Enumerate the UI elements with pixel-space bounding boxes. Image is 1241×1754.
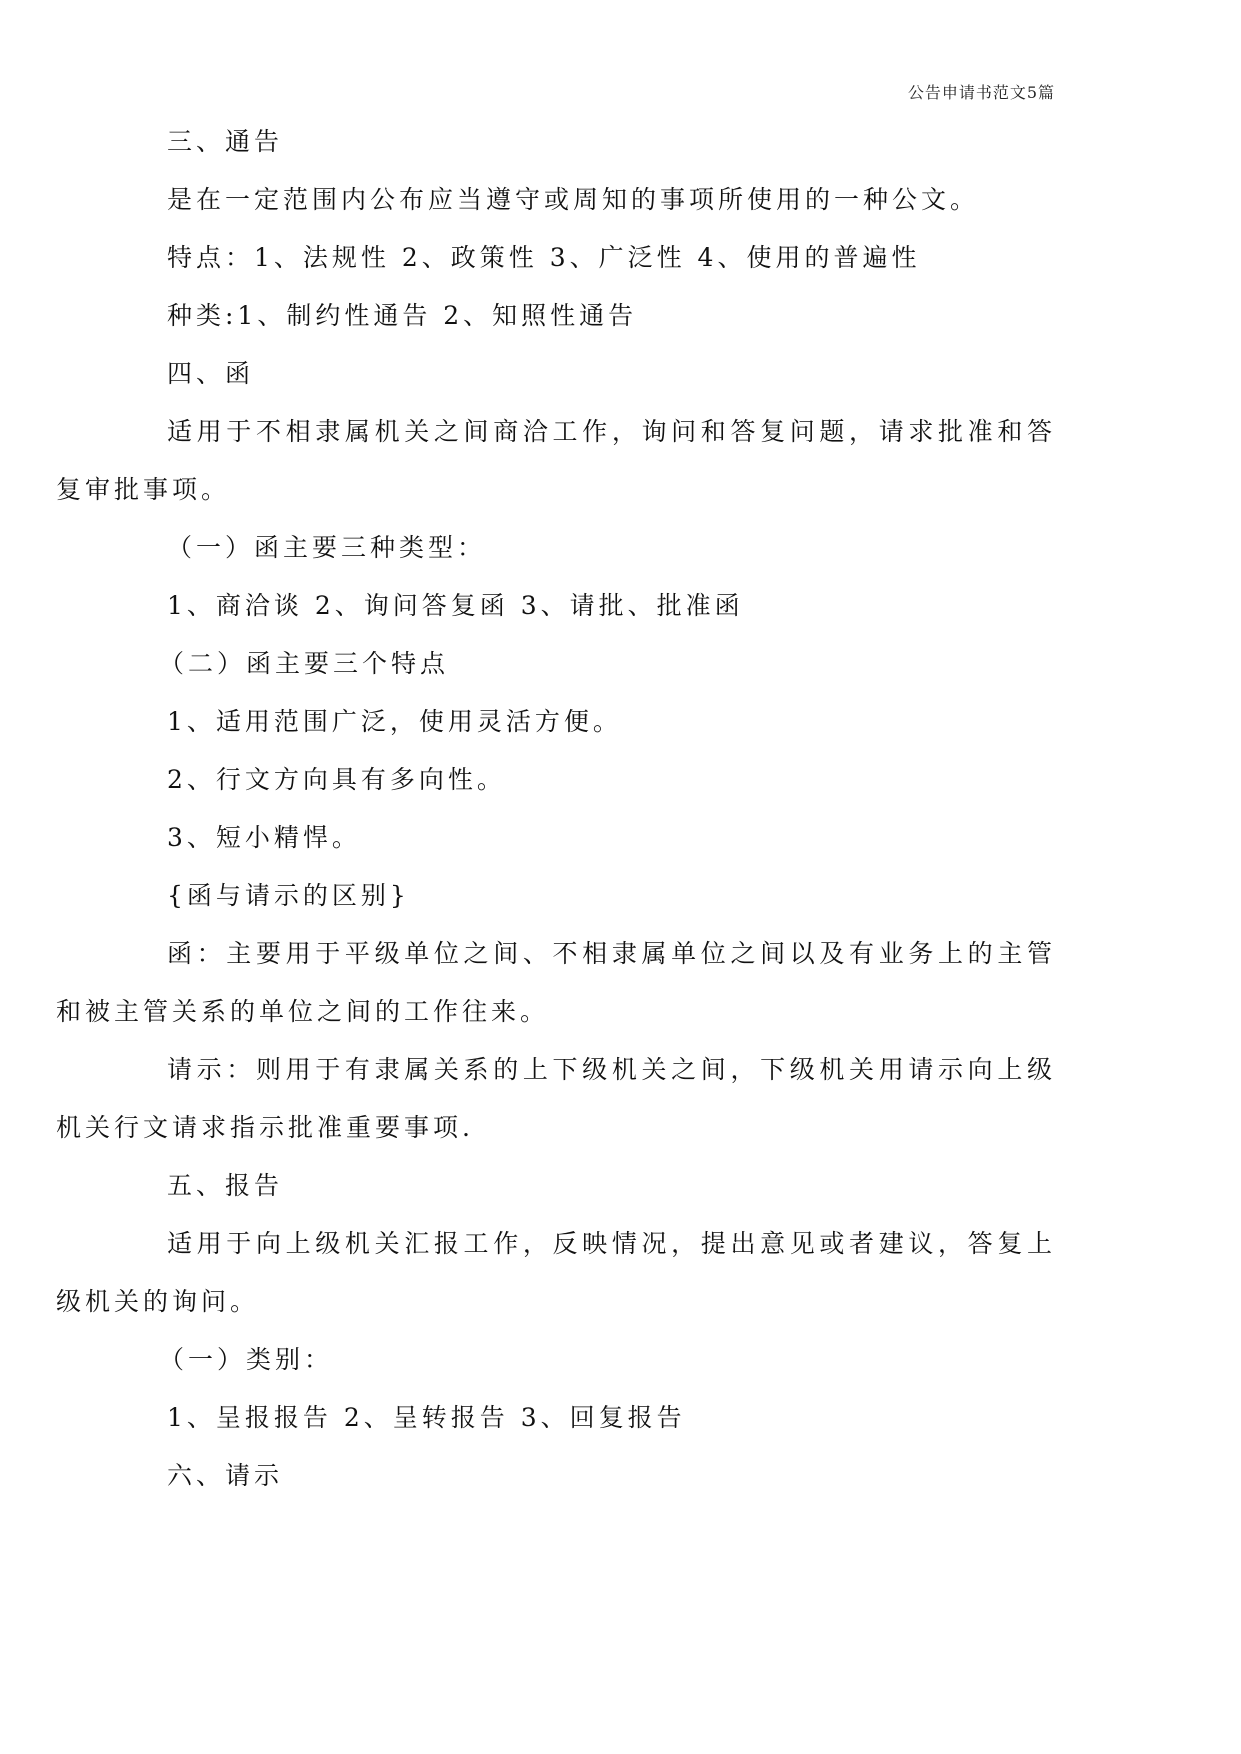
subsection-heading: {函与请示的区别} xyxy=(167,881,410,910)
paragraph: 1、商洽谈 2、询问答复函 3、请批、批准函 xyxy=(167,591,744,620)
paragraph: 1、呈报报告 2、呈转报告 3、回复报告 xyxy=(167,1403,686,1432)
list-item: 1、适用范围广泛，使用灵活方便。 xyxy=(167,707,622,736)
section-heading: 三、通告 xyxy=(167,127,284,156)
running-header: 公告申请书范文5篇 xyxy=(907,83,1055,102)
paragraph: 特点：1、法规性 2、政策性 3、广泛性 4、使用的普遍性 xyxy=(167,243,921,272)
paragraph: 请示：则用于有隶属关系的上下级机关之间，下级机关用请示向上级机关行文请求指示批准重要事项. xyxy=(56,1055,1056,1142)
paragraph: 函：主要用于平级单位之间、不相隶属单位之间以及有业务上的主管和被主管关系的单位之间的工作往来。 xyxy=(56,939,1056,1026)
section-heading: 四、函 xyxy=(167,359,255,388)
subsection-heading: （一）函主要三种类型： xyxy=(167,533,487,562)
list-item: 2、行文方向具有多向性。 xyxy=(167,765,506,794)
subsection-heading: （一）类别： xyxy=(159,1345,334,1374)
document-body xyxy=(56,113,1056,1505)
subsection-heading: （二）函主要三个特点 xyxy=(159,649,450,678)
section-heading: 五、报告 xyxy=(167,1171,284,1200)
paragraph: 适用于不相隶属机关之间商洽工作，询问和答复问题，请求批准和答复审批事项。 xyxy=(56,417,1056,504)
section-heading: 六、请示 xyxy=(167,1461,284,1490)
paragraph: 适用于向上级机关汇报工作，反映情况，提出意见或者建议，答复上级机关的询问。 xyxy=(56,1229,1056,1316)
paragraph: 种类:1、制约性通告 2、知照性通告 xyxy=(167,301,638,330)
list-item: 3、短小精悍。 xyxy=(167,823,361,852)
paragraph: 是在一定范围内公布应当遵守或周知的事项所使用的一种公文。 xyxy=(167,185,980,214)
